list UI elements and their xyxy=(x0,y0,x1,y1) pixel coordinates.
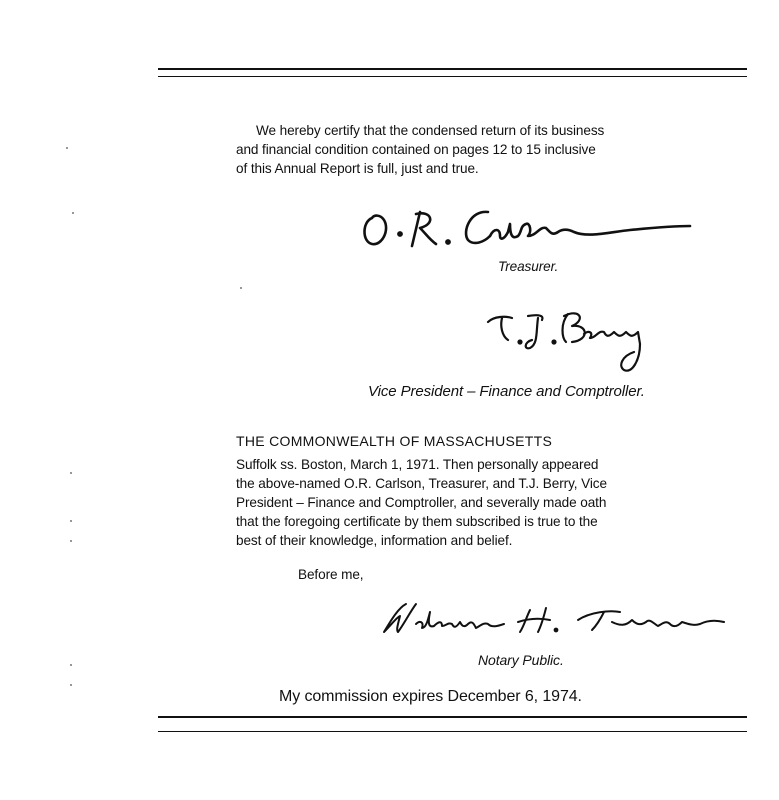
scan-speck xyxy=(70,684,72,686)
notary-signature xyxy=(380,598,730,640)
acknowledgment-heading: THE COMMONWEALTH OF MASSACHUSETTS xyxy=(236,433,553,449)
certification-line: of this Annual Report is full, just and true. xyxy=(236,161,479,176)
treasurer-signature xyxy=(360,202,695,252)
scan-speck xyxy=(70,520,72,522)
acknowledgment-line: Suffolk ss. Boston, March 1, 1971. Then personally appeared xyxy=(236,457,599,472)
certification-line: We hereby certify that the condensed return of its business xyxy=(256,123,605,138)
vp-signature xyxy=(484,304,659,376)
before-me-text: Before me, xyxy=(298,567,364,582)
certification-paragraph xyxy=(236,121,604,178)
scan-speck xyxy=(66,147,68,149)
top-rule-thick xyxy=(158,68,747,70)
scan-speck xyxy=(72,212,74,214)
scan-speck xyxy=(240,287,242,289)
scan-speck xyxy=(70,664,72,666)
treasurer-title: Treasurer. xyxy=(498,259,559,274)
commission-expiry: My commission expires December 6, 1974. xyxy=(279,688,582,705)
scan-speck xyxy=(70,540,72,542)
certification-line: and financial condition contained on pages 12 to 15 inclusive xyxy=(236,142,596,157)
bottom-rule-thin xyxy=(158,731,747,732)
top-rule-thin xyxy=(158,76,747,77)
scan-speck xyxy=(70,472,72,474)
acknowledgment-line: best of their knowledge, information and belief. xyxy=(236,533,513,548)
acknowledgment-line: the above-named O.R. Carlson, Treasurer, and T.J. Berry, Vice xyxy=(236,476,607,491)
bottom-rule-thick xyxy=(158,716,747,718)
acknowledgment-line: President – Finance and Comptroller, and severally made oath xyxy=(236,495,607,510)
vp-title: Vice President – Finance and Comptroller. xyxy=(368,383,645,400)
notary-title: Notary Public. xyxy=(478,652,564,668)
acknowledgment-line: that the foregoing certificate by them subscribed is true to the xyxy=(236,514,598,529)
acknowledgment-paragraph xyxy=(236,455,607,550)
